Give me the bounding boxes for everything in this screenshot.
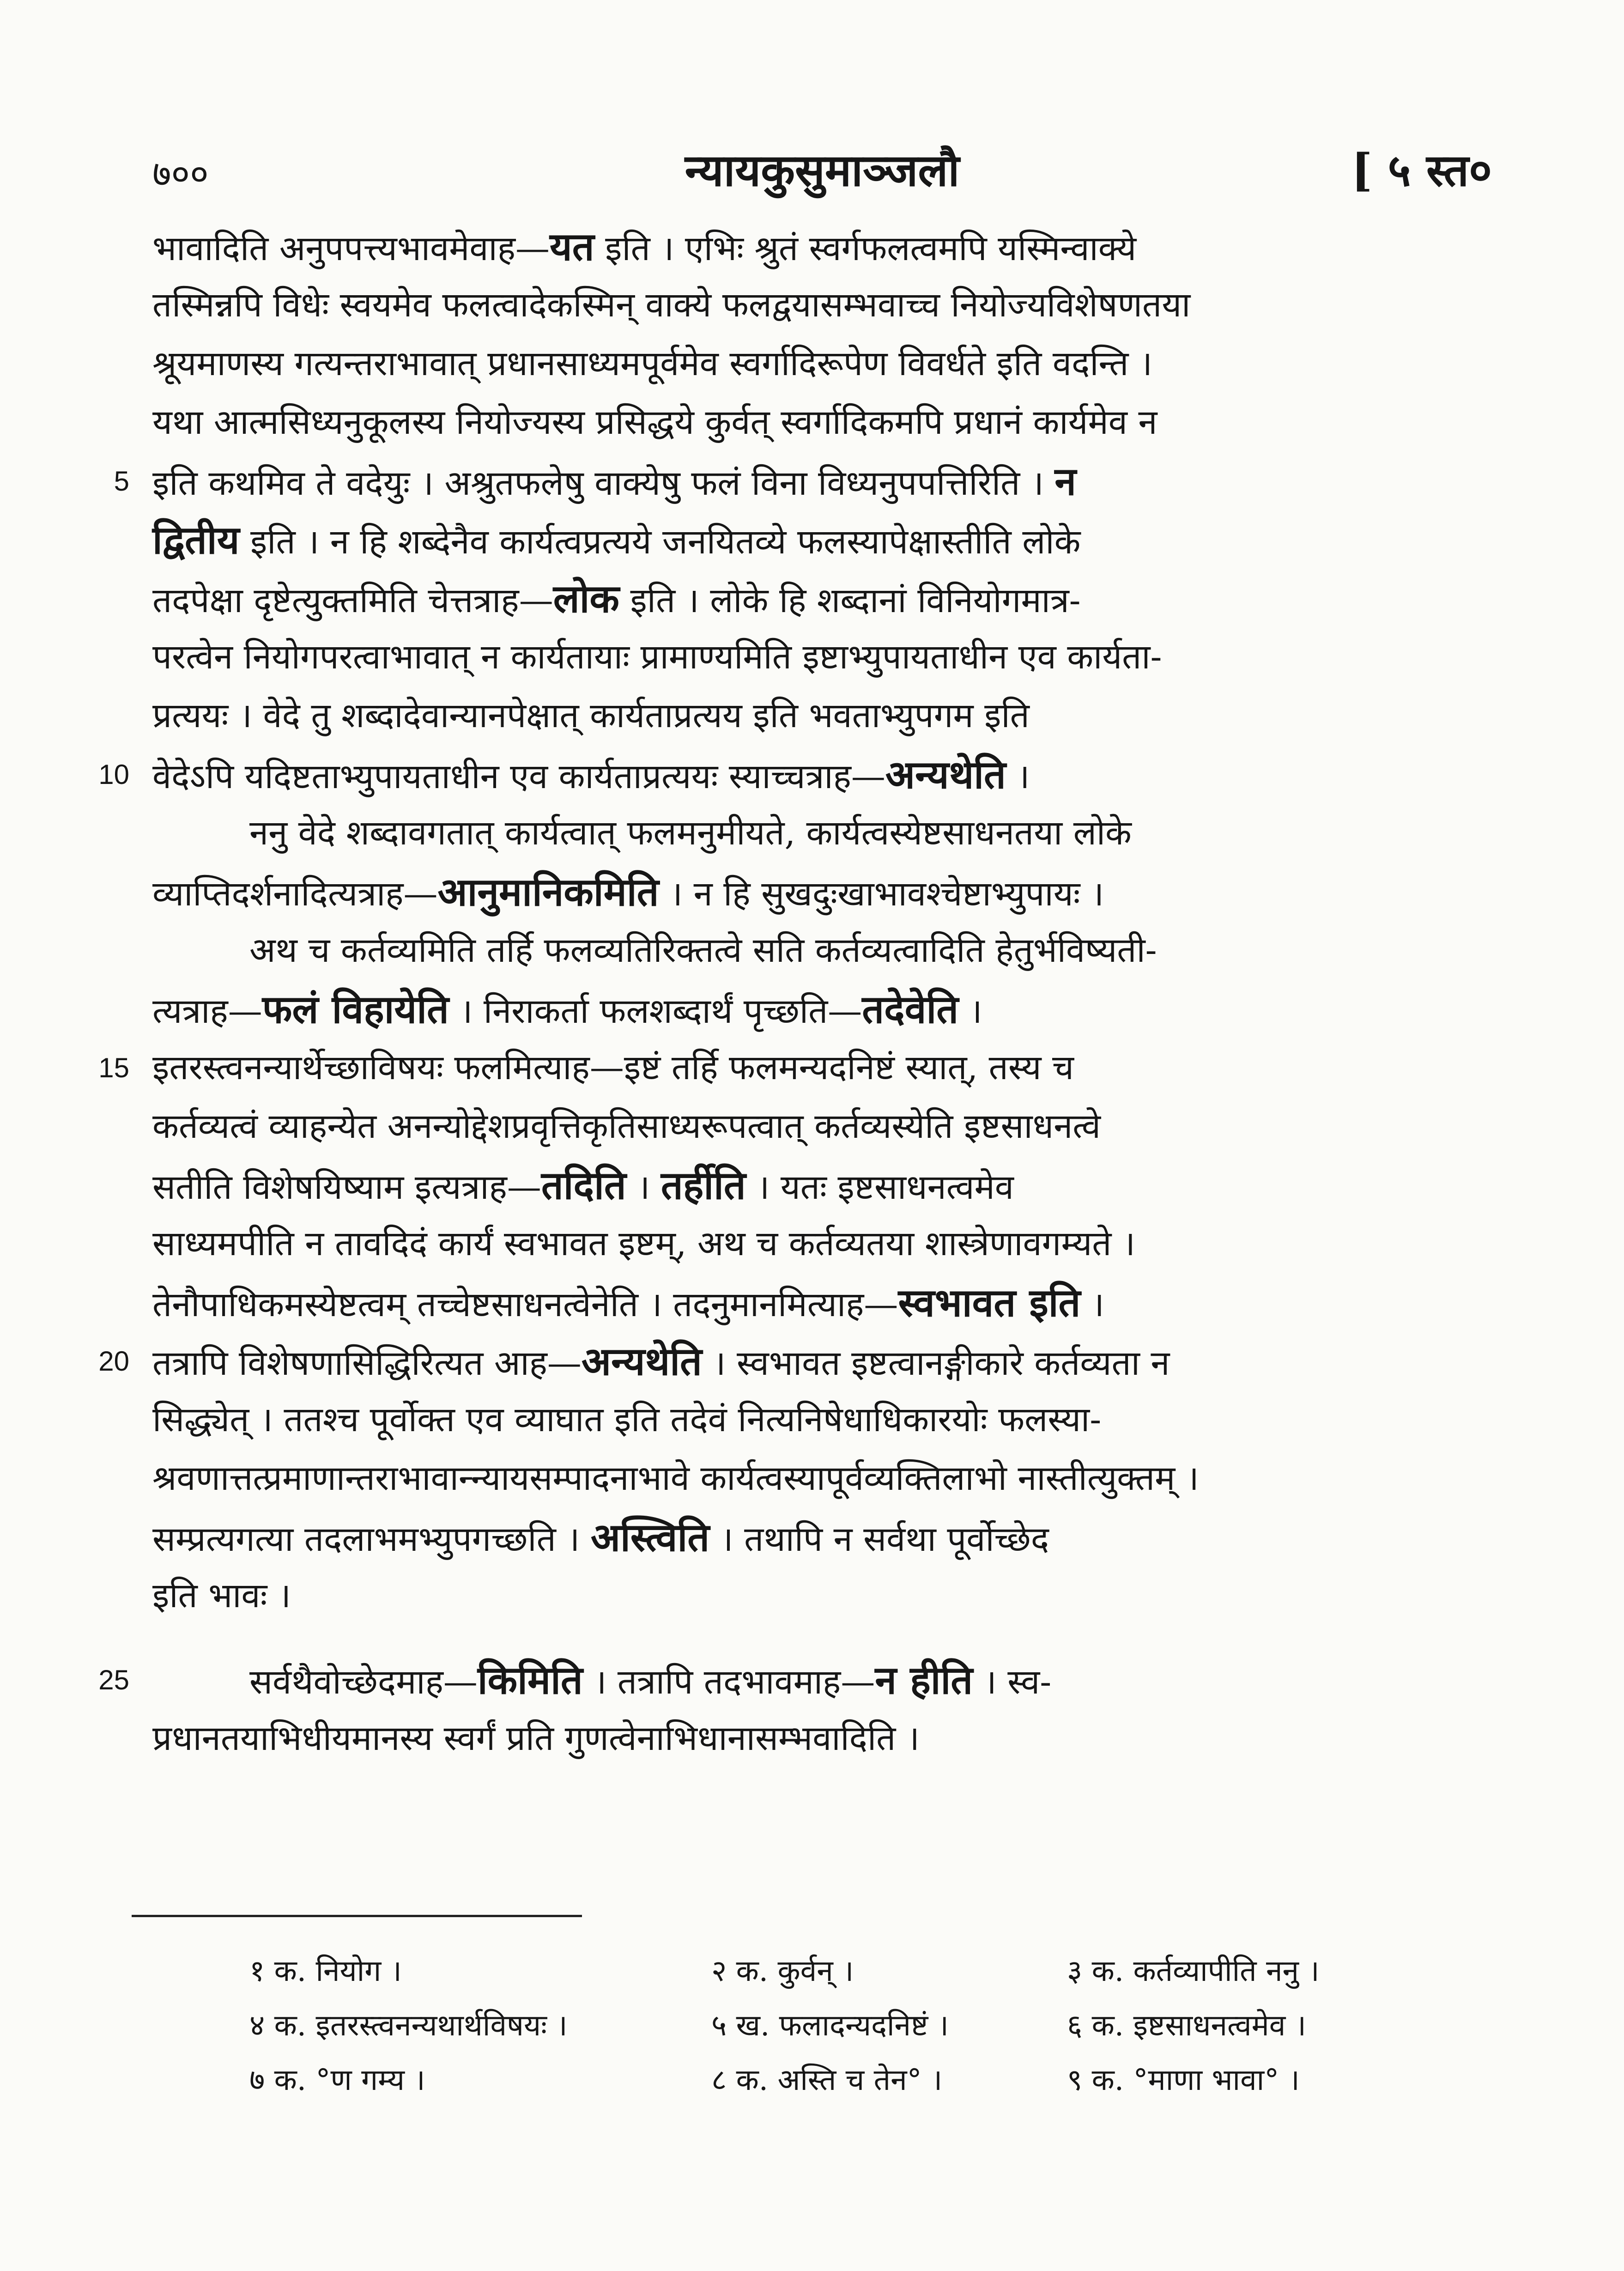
pratika-keyword: तदिति [541,1162,626,1208]
pratika-keyword: न हीति [875,1657,973,1703]
line-number: 25 [98,1664,129,1695]
text-segment: । स्व- [973,1662,1052,1702]
text-line [152,1567,1409,1625]
text-segment: । निराकर्ता फलशब्दार्थं पृच्छति— [448,991,862,1031]
text-segment: सम्प्रत्यगत्या तदलाभमभ्युपगच्छति । [152,1519,591,1559]
text-segment: सिद्ध्येत् । ततश्च पूर्वोक्त एव व्याघात इति तदेवं नित्यनिषेधाधिकारयोः फलस्या- [152,1400,1102,1439]
text-segment: इति । लोके हि शब्दानां विनियोगमात्र- [619,581,1081,620]
pratika-keyword: न [1054,458,1077,504]
text-line [98,1038,1409,1097]
text-line [152,1709,1409,1768]
footnote-row [249,2004,1432,2058]
pratika-keyword: यत [550,224,594,269]
line-number: 5 [114,466,129,497]
text-line [152,510,1409,569]
footnote: ४ क. इतरस्त्वनन्यथार्थविषयः । [249,2009,568,2043]
pratika-keyword: तदेवेति [862,986,959,1032]
text-segment: तेनौपाधिकमस्येष्टत्वम् तच्चेष्टसाधनत्वेनेति । तदनुमानमित्याह— [152,1285,898,1324]
text-segment: साध्यमपीति न तावदिदं कार्यं स्वभावत इष्टम्, अथ च कर्तव्यतया शास्त्रेणावगम्यते । [152,1224,1136,1263]
text-segment: सतीति विशेषयिष्याम इत्यत्राह— [152,1167,541,1207]
text-line [152,1273,1409,1332]
pratika-keyword: अन्यथेति [885,752,1006,797]
text-segment: इति भावः । [152,1576,291,1615]
text-segment: । [958,991,982,1031]
text-segment: भावादिति अनुपपत्त्यभावमेवाह— [152,229,550,268]
text-segment: इति । एभिः श्रुतं स्वर्गफलत्वमपि यस्मिन्वाक्ये [594,229,1137,268]
pratika-keyword: अस्त्विति [590,1514,710,1560]
running-title: न्यायकुसुमाञ्जलौ [685,144,960,196]
text-segment: परत्वेन नियोगपरत्वाभावात् न कार्यतायाः प्रामाण्यमिति इष्टाभ्युपायताधीन एव कार्यता- [152,637,1162,677]
text-line [152,217,1409,276]
text-line [152,804,1409,862]
text-segment: । [626,1167,661,1207]
text-segment: तदपेक्षा दृष्टेत्युक्तमिति चेत्तत्राह— [152,581,553,620]
text-segment: सर्वथैवोच्छेदमाह— [249,1662,478,1702]
text-segment: यथा आत्मसिध्यनुकूलस्य नियोज्यस्य प्रसिद्धये कुर्वत् स्वर्गादिकमपि प्रधानं कार्यमेव न [152,402,1157,442]
pratika-keyword: आनुमानिकमिति [437,869,659,915]
text-line [152,334,1409,393]
pratika-keyword: द्वितीय [152,517,240,563]
page-number: ७०० [152,153,209,195]
footnote: ५ ख. फलादन्यदनिष्टं । [711,2009,949,2043]
footnote: ७ क. °ण गम्य । [249,2063,425,2097]
line-number: 15 [98,1052,129,1083]
footnote-row [249,2058,1432,2113]
text-line [152,1156,1409,1214]
pratika-keyword: लोक [553,576,619,621]
text-line [152,1214,1409,1273]
text-segment: वेदेऽपि यदिष्टताभ्युपायताधीन एव कार्यताप्रत्ययः स्याच्चत्राह— [152,757,885,796]
text-segment: कर्तव्यत्वं व्याहन्येत अनन्योद्देशप्रवृत्तिकृतिसाध्यरूपत्वात् कर्तव्यस्येति इष्टसाधनत्वे [152,1106,1101,1146]
footnote: २ क. कुर्वन् । [711,1954,854,1988]
text-segment: । [1006,757,1030,796]
text-segment: । [1080,1285,1104,1324]
text-segment: त्यत्राह— [152,991,262,1031]
text-line [98,745,1409,804]
text-segment: इतरस्त्वनन्यार्थेच्छाविषयः फलमित्याह—इष्टं तर्हि फलमन्यदनिष्टं स्यात्, तस्य च [152,1048,1074,1087]
line-number: 20 [98,1346,129,1377]
footnote-rule [132,1915,582,1917]
pratika-keyword: स्वभावत इति [898,1280,1081,1325]
footnote: ६ क. इष्टसाधनत्वमेव । [1067,2009,1306,2043]
pratika-keyword: किमिति [477,1657,583,1703]
footnote: ८ क. अस्ति च तेन° । [711,2063,943,2097]
text-segment: इति कथमिव ते वदेयुः । अश्रुतफलेषु वाक्येषु फलं विना विध्यनुपपत्तिरिति । [152,463,1055,503]
text-segment: श्रवणात्तत्प्रमाणान्तराभावान्न्यायसम्पादनाभावे कार्यत्वस्यापूर्वव्यक्तिलाभो नास्तीत्युक्तम् । [152,1458,1199,1498]
text-line [152,921,1409,980]
text-line [152,276,1409,334]
footnote: ३ क. कर्तव्यापीति ननु । [1067,1954,1320,1988]
text-line [98,1332,1409,1391]
pratika-keyword: फलं विहायेति [262,986,449,1032]
text-line [152,1449,1409,1508]
text-segment: । तत्रापि तदभावमाह— [582,1662,875,1702]
text-segment: । तथापि न सर्वथा पूर्वोच्छेद [709,1519,1049,1559]
text-line [114,452,1409,510]
text-line [98,1651,1409,1709]
text-segment: व्याप्तिदर्शनादित्यत्राह— [152,874,438,914]
text-line [152,686,1409,745]
text-segment: । यतः इष्टसाधनत्वमेव [745,1167,1014,1207]
text-line [152,1508,1409,1567]
page-header [152,139,1492,203]
text-line [152,393,1409,452]
text-segment: अथ च कर्तव्यमिति तर्हि फलव्यतिरिक्तत्वे सति कर्तव्यत्वादिति हेतुर्भविष्यती- [249,930,1157,970]
footnotes [249,1949,1432,2113]
footnote: ९ क. °माणा भावा° । [1067,2063,1300,2097]
line-number: 10 [98,759,129,790]
text-segment: प्रधानतयाभिधीयमानस्य स्वर्गं प्रति गुणत्वेनाभिधानासम्भवादिति । [152,1718,920,1758]
text-line [152,628,1409,686]
text-segment: ननु वेदे शब्दावगतात् कार्यत्वात् फलमनुमीयते, कार्यत्वस्येष्टसाधनतया लोके [249,813,1132,853]
section-marker: [ ५ स्त० [1351,144,1492,196]
text-line [152,862,1409,921]
pratika-keyword: अन्यथेति [581,1338,702,1384]
text-line [152,1097,1409,1156]
footnote-row [249,1949,1432,2004]
text-segment: तत्रापि विशेषणासिद्धिरित्यत आह— [152,1343,582,1383]
text-segment: । स्वभावत इष्टत्वानङ्गीकारे कर्तव्यता न [702,1343,1170,1383]
main-text [98,217,1409,1768]
text-segment: इति । न हि शब्देनैव कार्यत्वप्रत्यये जनयितव्ये फलस्यापेक्षास्तीति लोके [239,522,1081,562]
text-line [152,569,1409,628]
pratika-keyword: तर्हीति [661,1162,746,1208]
text-segment: प्रत्ययः । वेदे तु शब्दादेवान्यानपेक्षात् कार्यताप्रत्यय इति भवताभ्युपगम इति [152,696,1030,735]
text-line [152,980,1409,1038]
text-segment: तस्मिन्नपि विधेः स्वयमेव फलत्वादेकस्मिन् वाक्ये फलद्वयासम्भवाच्च नियोज्यविशेषणतया [152,285,1191,325]
text-line [152,1391,1409,1449]
text-segment: । न हि सुखदुःखाभावश्चेष्टाभ्युपायः । [659,874,1104,914]
text-segment: श्रूयमाणस्य गत्यन्तराभावात् प्रधानसाध्यमपूर्वमेव स्वर्गादिरूपेण विवर्धते इति वदन्ति । [152,344,1153,383]
footnote: १ क. नियोग । [249,1954,402,1988]
